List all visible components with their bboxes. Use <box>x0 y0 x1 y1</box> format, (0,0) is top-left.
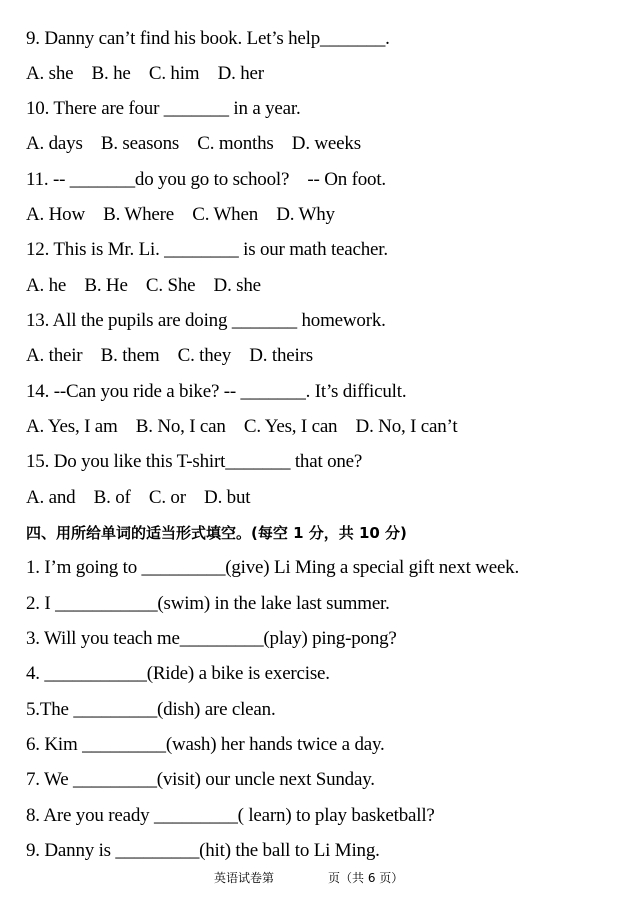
fill-item-8: 8. Are you ready _________( learn) to play basketball? <box>26 805 435 826</box>
fill-item-6: 6. Kim _________(wash) her hands twice a day. <box>26 734 385 755</box>
fill-item-7: 7. We _________(visit) our uncle next Sunday. <box>26 769 375 790</box>
footer-page-label: 英语试卷第 <box>214 871 275 885</box>
question-9: 9. Danny can’t find his book. Let’s help_______. <box>26 28 390 49</box>
footer-page-total: 页（共 6 页） <box>328 871 404 885</box>
question-14-options: A. Yes, I am B. No, I can C. Yes, I can D. No, I can’t <box>26 416 458 437</box>
question-9-options: A. she B. he C. him D. her <box>26 63 264 84</box>
fill-item-1: 1. I’m going to _________(give) Li Ming a special gift next week. <box>26 557 520 578</box>
fill-item-4: 4. ___________(Ride) a bike is exercise. <box>26 663 330 684</box>
question-14: 14. --Can you ride a bike? -- _______. It’s difficult. <box>26 381 407 402</box>
fill-item-9: 9. Danny is _________(hit) the ball to Li Ming. <box>26 840 380 861</box>
fill-item-2: 2. I ___________(swim) in the lake last summer. <box>26 593 390 614</box>
question-12: 12. This is Mr. Li. ________ is our math teacher. <box>26 239 388 260</box>
question-15-options: A. and B. of C. or D. but <box>26 487 251 508</box>
section-4-heading: 四、用所给单词的适当形式填空。(每空 1 分，共 10 分) <box>26 524 407 542</box>
fill-item-5: 5.The _________(dish) are clean. <box>26 699 276 720</box>
question-13: 13. All the pupils are doing _______ homework. <box>26 310 386 331</box>
question-11-options: A. How B. Where C. When D. Why <box>26 204 335 225</box>
fill-item-3: 3. Will you teach me_________(play) ping-pong? <box>26 628 397 649</box>
question-11: 11. -- _______do you go to school? -- On foot. <box>26 169 386 190</box>
question-10-options: A. days B. seasons C. months D. weeks <box>26 133 361 154</box>
question-12-options: A. he B. He C. She D. she <box>26 275 261 296</box>
question-13-options: A. their B. them C. they D. theirs <box>26 345 313 366</box>
question-10: 10. There are four _______ in a year. <box>26 98 301 119</box>
question-15: 15. Do you like this T-shirt_______ that one? <box>26 451 363 472</box>
